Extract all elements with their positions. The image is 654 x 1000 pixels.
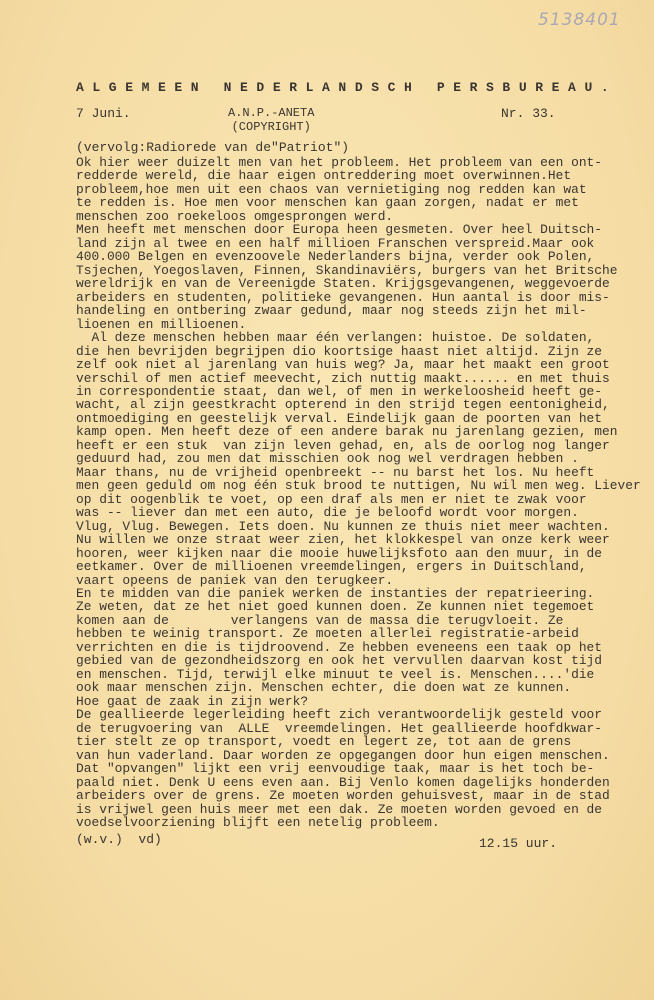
text-line: wacht, al zijn geestkracht opterend in den strijd tegen eentonigheid, [76,397,610,413]
text-line: Ok hier weer duizelt men van het probleem. Het probleem van een ont- [76,155,603,170]
text-line: verrichten en die is tijdroovend. Ze hebben eveneens een taak op het [76,639,603,655]
text-line: menschen zoo roekeloos omgesprongen werd. [76,208,394,224]
text-line: hebben te weinig transport. Ze moeten allerlei registratie-arbeid [76,626,579,642]
text-line: eetkamer. Over de millioenen vreemdelingen, ergers in Duitschland, [76,559,587,575]
copyright: (COPYRIGHT) [231,120,311,134]
text-line: Al deze menschen hebben maar één verlangen: huistoe. De soldaten, [76,330,595,346]
text-line: hooren, weer kijken naar die mooie huwelijksfoto aan den muur, in de [76,545,603,561]
text-line: op dit oogenblik te voet, op een draf als men er niet te zwak voor [76,491,587,507]
text-line: handeling en ontbering zwaar gedund, maar nog steeds zijn het mil- [76,303,587,319]
text-line: paald niet. Denk U eens even aan. Bij Venlo komen dagelijks honderden [76,774,610,790]
text-line: Dat "opvangen" lijkt een vrij eenvoudige taak, maar is het toch be- [76,761,595,777]
agency-header: ALGEMEEN NEDERLANDSCH PERSBUREAU. [76,80,618,95]
text-line: probleem,hoe men uit een chaos van vernietiging nog redden kan wat [76,181,587,197]
archive-number: 5138401 [538,10,621,30]
text-line: en menschen. Tijd, terwijl elke minuut te veel is. Menschen....'die [76,666,595,682]
signature: (w.v.) vd) [76,832,162,847]
text-line: Ze weten, dat ze het niet goed kunnen doen. Ze kunnen niet tegemoet [76,599,595,615]
text-line: vaart opeens de paniek van den terugkeer. [76,572,394,588]
text-line: Vlug, Vlug. Bewegen. Iets doen. Nu kunnen ze thuis niet meer wachten. [76,518,610,534]
text-line: Nu willen we onze straat weer zien, het klokkespel van onze kerk weer [76,532,610,548]
source-block [228,106,314,134]
text-line: heeft er een stuk van zijn leven gehad, en, als de oorlog nog langer [76,437,610,453]
text-line: De geallieerde legerleiding heeft zich verantwoordelijk gesteld voor [76,707,603,723]
bulletin-number: Nr. 33. [501,106,556,121]
text-line: geduurd had, zou men dat misschien ook nog wel verdragen hebben . [76,451,579,467]
text-line: men geen geduld om nog één stuk brood te nuttigen, Nu wil men weg. Liever [76,478,641,494]
text-line: te redden is. Hoe men voor menschen kan gaan zorgen, nadat er met [76,195,579,211]
text-line: in correspondentie staat, dan wel, of men in werkeloosheid heeft ge- [76,383,603,399]
text-line: Tsjechen, Yoegoslaven, Finnen, Skandinaviërs, burgers van het Britsche [76,262,618,278]
text-line: lioenen en millioenen. [76,316,247,332]
text-line: kamp open. Men heeft deze of een andere barak nu jarenlang gezien, men [76,424,618,440]
text-line: gebied van de gezondheidszorg en ook het vervullen daarvan kost tijd [76,653,603,669]
text-line: Men heeft met menschen door Europa heen gesmeten. Over heel Duitsch- [76,222,603,238]
text-line: land zijn al twee en een half millioen Franschen verspreid.Maar ook [76,235,595,251]
text-line: redderde wereld, die haar eigen ontreddering moet overwinnen.Het [76,168,572,184]
text-line: En te midden van die paniek werken de instanties der repatrieering. [76,586,595,601]
body-text [76,156,641,829]
text-line: Hoe gaat de zaak in zijn werk? [76,693,309,709]
text-line: tier stelt ze op transport, voedt en legert ze, tot aan de grens [76,734,572,750]
text-line: ontmoediging en geestelijk verval. Eindelijk gaan de poorten van het [76,410,603,426]
text-line: is vrijwel geen huis meer met een dak. Ze moeten worden gevoed en de [76,801,603,817]
text-line: verschil of men actief meevecht, zich nuttig maakt...... en met thuis [76,370,610,386]
text-line: arbeiders over de grens. Ze moeten worden gehuisvest, maar in de stad [76,788,610,804]
text-line: die hen bevrijden begrijpen dio koortsige haast niet altijd. Zijn ze [76,343,603,359]
text-line: Maar thans, nu de vrijheid openbreekt -- nu barst het los. Nu heeft [76,464,595,480]
source: A.N.P.-ANETA [228,106,315,120]
text-line: was -- liever dan met een auto, die je beloofd wordt voor morgen. [76,505,579,521]
time-stamp: 12.15 uur. [479,836,558,851]
text-line: zelf ook niet al jarenlang van huis weg? Ja, maar het maakt een groot [76,357,610,373]
text-line: wereldrijk en van de Vereenigde Staten. Krijgsgevangenen, weggevoerde [76,276,610,292]
text-line: van hun vaderland. Daar worden ze opgegangen door hun eigen menschen. [76,747,610,763]
text-line: 400.000 Belgen en evenzoovele Nederlanders bijna, verder ook Polen, [76,249,595,265]
continuation-title: (vervolg:Radiorede van de"Patriot") [76,140,350,155]
text-line: ook maar menschen zijn. Menschen echter, die doen wat ze kunnen. [76,680,572,696]
text-line: de terugvoering van ALLE vreemdelingen. Het geallieerde hoofdkwar- [76,720,603,736]
text-line: voedselvoorziening blijft een netelig probleem. [76,814,440,830]
date: 7 Juni. [76,106,131,121]
text-line: komen aan de verlangens van de massa die terugvloeit. Ze [76,612,564,628]
text-line: arbeiders en studenten, politieke gevangenen. Hun aantal is door mis- [76,289,610,305]
